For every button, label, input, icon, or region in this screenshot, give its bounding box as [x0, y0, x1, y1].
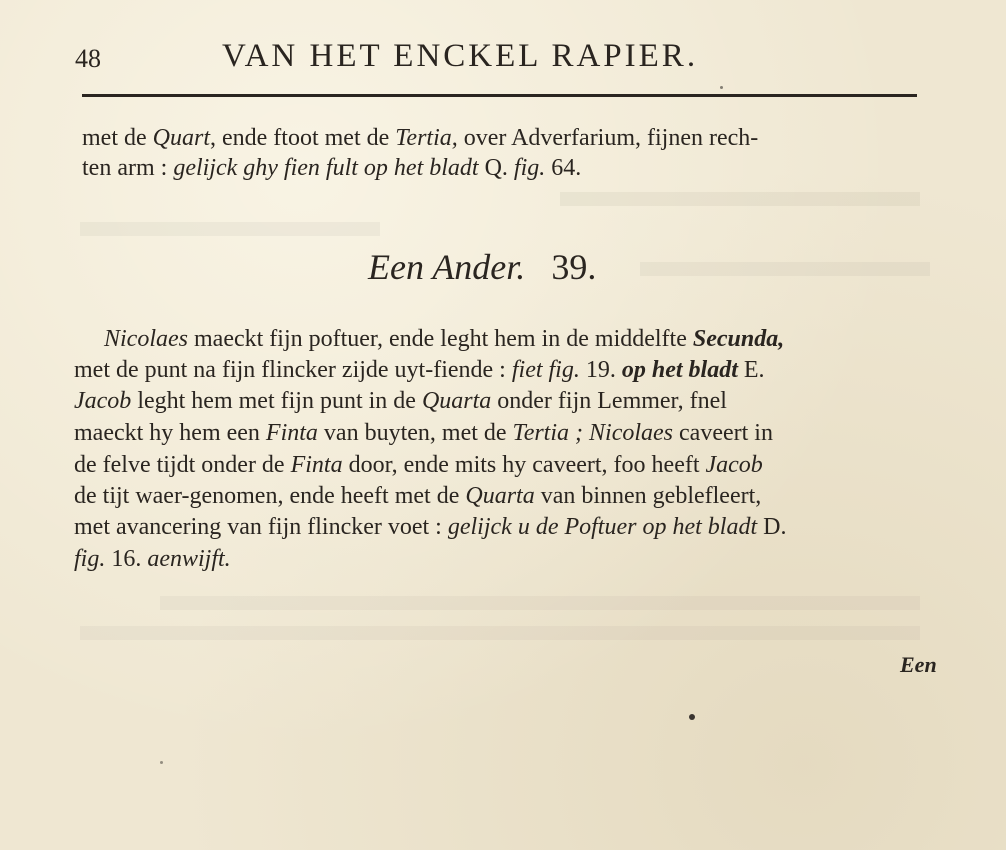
- ink-speck: [720, 86, 723, 89]
- show-through-decoration: [80, 222, 380, 236]
- section-heading: [368, 246, 596, 288]
- show-through-decoration: [560, 192, 920, 206]
- paragraph2-line7: met avancering van fijn flincker voet : gelijck u de Poftuer op het bladt D.: [74, 514, 787, 540]
- show-through-decoration: [80, 626, 920, 640]
- paragraph1-line2: ten arm : gelijck ghy fien fult op het bladt Q. fig. 64.: [82, 155, 582, 181]
- running-title: VAN HET ENCKEL RAPIER.: [222, 38, 699, 74]
- paragraph1-line1: met de Quart, ende ftoot met de Tertia, over Adverfarium, fijnen rech-: [82, 125, 759, 151]
- paragraph2-line2: met de punt na fijn flincker zijde uyt-fiende : fiet fig. 19. op het bladt E.: [74, 357, 765, 383]
- ink-speck: [689, 714, 695, 720]
- paragraph2-line8: fig. 16. aenwijft.: [74, 546, 231, 572]
- section-heading-title: Een Ander.: [368, 247, 526, 287]
- section-heading-number: 39.: [551, 247, 597, 287]
- page-number: 48: [75, 44, 101, 73]
- paragraph2-line6: de tijt waer-genomen, ende heeft met de Quarta van binnen geblefleert,: [74, 483, 762, 509]
- header-rule: [82, 94, 917, 97]
- paragraph2-line5: de felve tijdt onder de Finta door, ende mits hy caveert, foo heeft Jacob: [74, 452, 763, 478]
- show-through-decoration: [640, 262, 930, 276]
- show-through-decoration: [160, 596, 920, 610]
- paragraph2-line1: Nicolaes maeckt fijn poftuer, ende leght hem in de middelfte Secunda,: [104, 326, 785, 352]
- paragraph2-line3: Jacob leght hem met fijn punt in de Quarta onder fijn Lemmer, fnel: [74, 388, 727, 414]
- catchword: Een: [900, 652, 937, 677]
- paragraph2-line4: maeckt hy hem een Finta van buyten, met de Tertia ; Nicolaes caveert in: [74, 420, 773, 446]
- ink-speck: [160, 761, 163, 764]
